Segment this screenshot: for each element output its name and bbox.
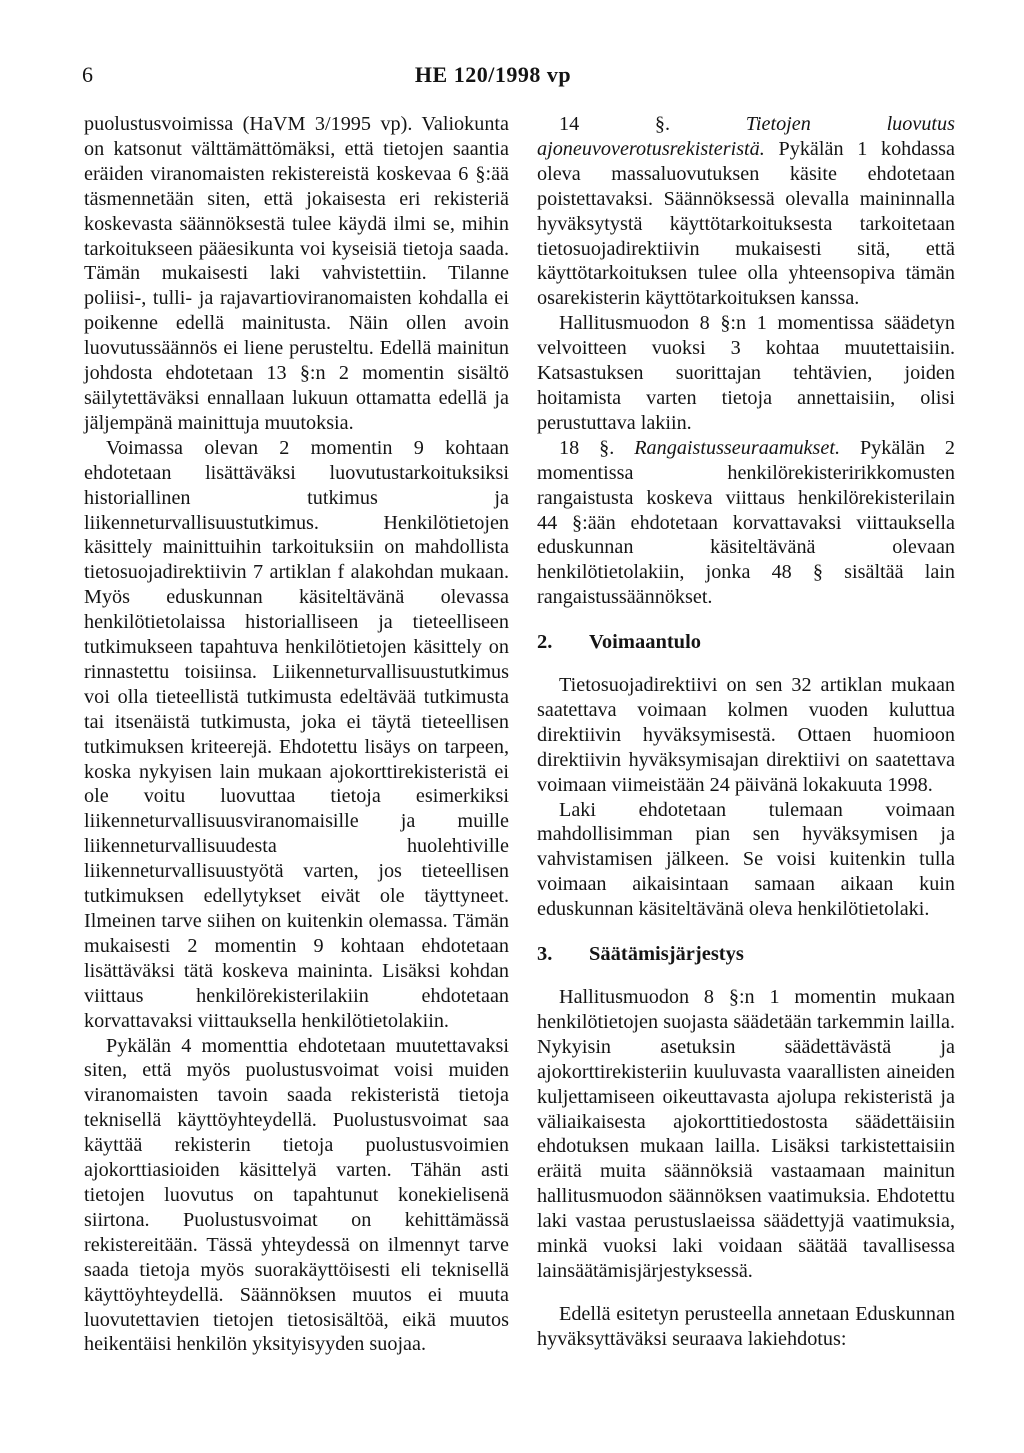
paragraph-voimaantulo-2: Laki ehdotetaan tulemaan voimaan mahdollisimman pian sen hyväksymisen ja vahvistamisen jälkeen. Se voisi kuitenkin tulla voimaan aikaisintaan samaan aikaan kuin eduskunnan käsiteltävänä oleva henkilötietolaki. <box>537 798 955 921</box>
left-column <box>84 112 509 1357</box>
heading-number: 2. <box>537 631 553 654</box>
paragraph-momentti-4: Pykälän 4 momenttia ehdotetaan muutettavaksi siten, että myös puolustusvoimat voisi muiden viranomaisten tavoin saada rekisteristä tietoja teknisellä käyttöyhteydellä. Puolustusvoimat saa käyttää rekisterin tietoja puolustusvoimien ajokorttiasioiden käsittelyä varten. Tähän asti tietojen luovutus on tapahtunut konekielisenä siirtona. Puolustusvoimat on kehittämässä rekistereitään. Tässä yhteydessä on ilmennyt tarve saada tietoja myös suorakäyttöisesti eli teknisellä käyttöyhteydellä. Säännöksen muutos ei muuta luovutettavien tietojen tietosisältöä, eikä muutos heikentäisi henkilön yksityisyyden suojaa. <box>84 1034 509 1356</box>
heading-saatamisjarjestys <box>537 942 955 967</box>
heading-title: Säätämisjärjestys <box>589 943 744 966</box>
page-number: 6 <box>82 62 93 87</box>
heading-number: 3. <box>537 943 553 966</box>
right-column <box>537 112 955 1352</box>
page-header <box>82 62 904 92</box>
document-id: HE 120/1998 vp <box>414 62 572 87</box>
section-18-paragraph <box>537 436 955 610</box>
section-18-title: Rangaistusseuraamukset. <box>634 436 840 459</box>
paragraph-voimaantulo-1: Tietosuojadirektiivi on sen 32 artiklan mukaan saatettava voimaan kolmen vuoden kuluttua direktiivin hyväksymisestä. Ottaen huomioon direktiivin hyväksymisajan direktiivi on saatettava voimaan viimeistään 24 päivänä lokakuuta 1998. <box>537 674 955 796</box>
paragraph-closing: Edellä esitetyn perusteella annetaan Eduskunnan hyväksyttäväksi seuraava lakiehdotus: <box>537 1302 955 1350</box>
paragraph-momentti-9: Voimassa olevan 2 momentin 9 kohtaan ehdotetaan lisättäväksi luovutustarkoituksiksi historiallinen tutkimus ja liikenneturvallisuustutkimus. Henkilötietojen käsittely mainittuihin tarkoituksiin on mahdollista tietosuojadirektiivin 7 artiklan f alakohdan mukaan. Myös eduskunnan käsiteltävänä olevassa henkilötietolaissa historialliseen ja tieteelliseen tutkimukseen tapahtuva henkilötietojen käsittely on rinnastettu toisiinsa. Liikenneturvallisuustutkimus voi olla tieteellistä tutkimusta edeltävää tutkimusta tai itsenäistä tutkimusta, joka ei täytä tieteellisen tutkimuksen kriteerejä. Ehdotettu lisäys on tarpeen, koska nykyisen lain mukaan ajokorttirekisteristä ei ole voitu luovuttaa tietoja esimerkiksi liikenneturvallisuusviranomaisille ja muille liikenneturvallisuudesta huolehtiville liikenneturvallisuustyötä varten, jos tieteellisen tutkimuksen edellytykset eivät ole täyttyneet. Ilmeinen tarve siihen on kuitenkin olemassa. Tämän mukaisesti 2 momentin 9 kohtaan ehdotetaan lisättäväksi tätä koskeva maininta. Lisäksi kohdan viittaus henkilörekisterilakiin ehdotetaan korvattavaksi viittauksella henkilötietolakiin. <box>84 436 509 1032</box>
section-14-text: Pykälän 1 kohdassa oleva massaluovutuksen käsite ehdotetaan poistettavaksi. Säännöksessä olevalla maininnalla hyväksytystä käyttötarkoituksesta tarkoitetaan tietosuojadirektiivin mukaisesti sitä, että käyttötarkoituksen tulee olla yhteensopiva tämän osarekisterin käyttötarkoituksen kanssa. <box>537 137 956 310</box>
spacer <box>537 1284 955 1302</box>
section-14-title: Tietojen luovutus ajoneuvoverotusrekisteristä. <box>537 113 955 160</box>
heading-title: Voimaantulo <box>589 631 702 654</box>
section-14-number: 14 §. <box>559 113 671 135</box>
section-14-paragraph <box>537 112 955 311</box>
paragraph-hallitusmuoto: Hallitusmuodon 8 §:n 1 momentissa säädetyn velvoitteen vuoksi 3 kohtaa muutettaisiin. Katsastuksen suorittajan tehtävien, joiden hoitamista varten tietoja annettaisiin, olisi perustuttava lakiin. <box>537 312 955 434</box>
section-18-number: 18 §. <box>559 436 615 459</box>
paragraph-continuation: puolustusvoimissa (HaVM 3/1995 vp). Valiokunta on katsonut välttämättömäksi, että tietojen saantia eräiden viranomaisten rekistereistä koskevaa 6 §:ää täsmennetään siten, että jokaisesta eri rekisteriä koskevasta säännöksestä tulee käydä ilmi se, mihin tarkoitukseen pääesikunta voi kyseisiä tietoja saada. Tämän mukaisesti laki vahvistettiin. Tilanne poliisi-, tulli- ja rajavartioviranomaisten kohdalla ei poikenne edellä mainitusta. Näin ollen avoin luovutussäännös ei liene perusteltu. Edellä mainitun johdosta ehdotetaan 13 §:n 2 momentin sisältö säilytettäväksi ennallaan lukuun ottamatta edellä ja jäljempänä mainittuja muutoksia. <box>84 113 509 434</box>
paragraph-saatamisjarjestys: Hallitusmuodon 8 §:n 1 momentin mukaan henkilötietojen suojasta säädetään tarkemmin lailla. Nykyisin asetuksin säädettävästä ja ajokorttirekisteriin kuuluvasta vaarallisten aineiden kuljettamiseen oikeuttavasta ajolupa rekisteristä ja väliaikaisesta ajokorttitiedostosta säädettäisiin ehdotuksen mukaan lailla. Lisäksi tarkistettaisiin eräitä muita säännöksiä vastaamaan mainitun hallitusmuodon säännöksen vaatimuksia. Ehdotettu laki vastaa perustuslaeissa säädettyjä vaatimuksia, minkä vuoksi laki voidaan säätää tavallisessa lainsäätämisjärjestyksessä. <box>537 986 955 1282</box>
section-18-text: Pykälän 2 momentissa henkilörekisteririkkomusten rangaistusta koskeva viittaus henkilörekisterilain 44 §:ään ehdotetaan korvattavaksi viittauksella eduskunnan käsiteltävänä olevaan henkilötietolakiin, jonka 48 § sisältää lain rangaistussäännökset. <box>537 436 956 609</box>
heading-voimaantulo <box>537 630 955 655</box>
